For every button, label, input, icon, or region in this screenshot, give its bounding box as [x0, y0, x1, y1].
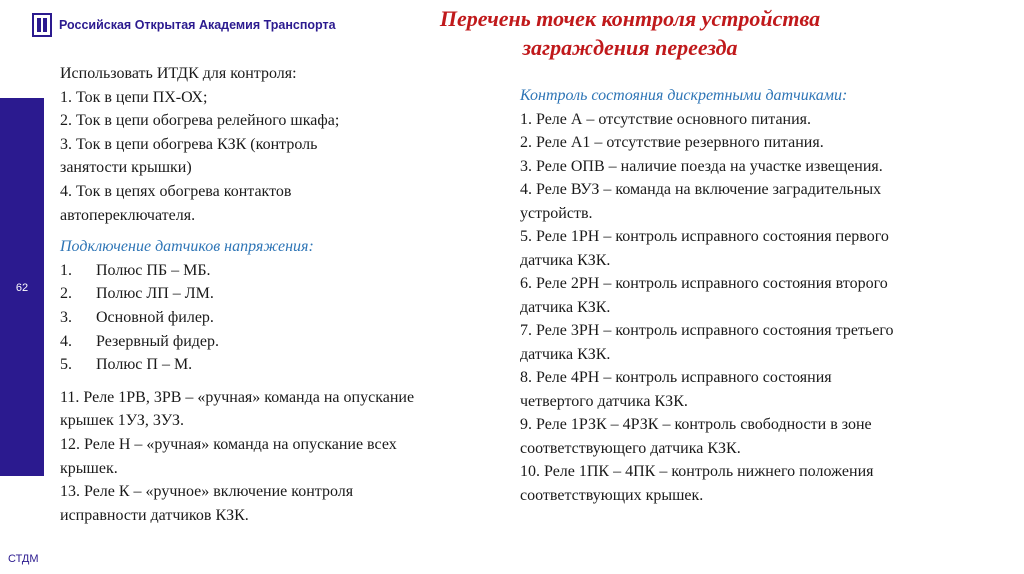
itdk-line: 1. Ток в цепи ПХ-ОХ; [60, 88, 208, 106]
relay-check-line: 7. Реле 3РН – контроль исправного состояния третьего [520, 322, 894, 339]
itdk-line: 3. Ток в цепи обогрева КЗК (контроль [60, 135, 318, 153]
sensors-heading: Подключение датчиков напряжения: [60, 238, 314, 256]
page-title [340, 4, 920, 62]
item-number: 4. [60, 332, 72, 350]
itdk-block [60, 62, 510, 227]
discrete-sensors-heading: Контроль состояния дискретными датчиками: [520, 87, 848, 104]
list-item [60, 282, 510, 306]
relay-check-line: 4. Реле ВУЗ – команда на включение заградительных [520, 181, 882, 198]
relay-check-line: соответствующего датчика КЗК. [520, 439, 741, 457]
itdk-line: 4. Ток в цепях обогрева контактов [60, 182, 292, 200]
itdk-line: Использовать ИТДК для контроля: [60, 65, 297, 82]
academy-logo-icon [32, 13, 52, 37]
relay-line: 11. Реле 1РВ, 3РВ – «ручная» команда на опускание [60, 388, 415, 406]
item-text: Полюс ПБ – МБ. [96, 261, 211, 279]
relay-check-line: 1. Реле А – отсутствие основного питания. [520, 110, 812, 128]
itdk-line: занятости крышки) [60, 159, 192, 177]
relay-check-line: датчика КЗК. [520, 298, 611, 316]
sensors-list [60, 259, 510, 377]
relay-check-line: 10. Реле 1ПК – 4ПК – контроль нижнего положения [520, 463, 874, 480]
relay-check-line: 9. Реле 1РЗК – 4РЗК – контроль свободности в зоне [520, 416, 872, 433]
relay-check-line: 6. Реле 2РН – контроль исправного состояния второго [520, 275, 888, 292]
footer-tag: СТДМ [8, 553, 39, 565]
item-text: Основной филер. [96, 308, 214, 326]
title-line-1: Перечень точек контроля устройства [439, 6, 821, 31]
relay-check-line: датчика КЗК. [520, 251, 611, 269]
relay-check-line: устройств. [520, 204, 593, 222]
list-item [60, 330, 510, 354]
item-text: Полюс ЛП – ЛМ. [96, 285, 214, 303]
relay-check-line: четвертого датчика КЗК. [520, 392, 688, 410]
org-name: Российская Открытая Академия Транспорта [59, 18, 336, 32]
relay-check-line: 2. Реле А1 – отсутствие резервного питания. [520, 134, 824, 151]
list-item [60, 353, 510, 377]
item-text: Резервный фидер. [96, 332, 220, 350]
org-logo [32, 13, 336, 37]
page-number: 62 [15, 282, 29, 294]
itdk-line: 2. Ток в цепи обогрева релейного шкафа; [60, 112, 340, 130]
relay-block [60, 386, 510, 528]
relay-check-line: 3. Реле ОПВ – наличие поезда на участке извещения. [520, 157, 883, 175]
list-item [60, 306, 510, 330]
item-number: 3. [60, 308, 72, 326]
relay-check-line: 5. Реле 1РН – контроль исправного состояния первого [520, 228, 889, 245]
relay-check-line: соответствующих крышек. [520, 486, 704, 504]
relay-check-line: датчика КЗК. [520, 345, 611, 363]
relay-line: 12. Реле Н – «ручная» команда на опускание всех [60, 435, 397, 453]
list-item [60, 259, 510, 283]
item-text: Полюс П – М. [96, 356, 193, 374]
right-column [520, 84, 990, 507]
item-number: 2. [60, 285, 72, 303]
title-line-2: заграждения переезда [522, 35, 738, 60]
relay-line: крышек 1УЗ, 3УЗ. [60, 412, 184, 430]
left-column [60, 62, 510, 527]
item-number: 1. [60, 261, 72, 279]
relay-line: исправности датчиков КЗК. [60, 506, 249, 524]
relay-line: крышек. [60, 459, 118, 477]
itdk-line: автопереключателя. [60, 206, 196, 224]
relay-line: 13. Реле К – «ручное» включение контроля [60, 483, 354, 501]
relay-check-line: 8. Реле 4РН – контроль исправного состояния [520, 369, 832, 386]
item-number: 5. [60, 356, 72, 374]
